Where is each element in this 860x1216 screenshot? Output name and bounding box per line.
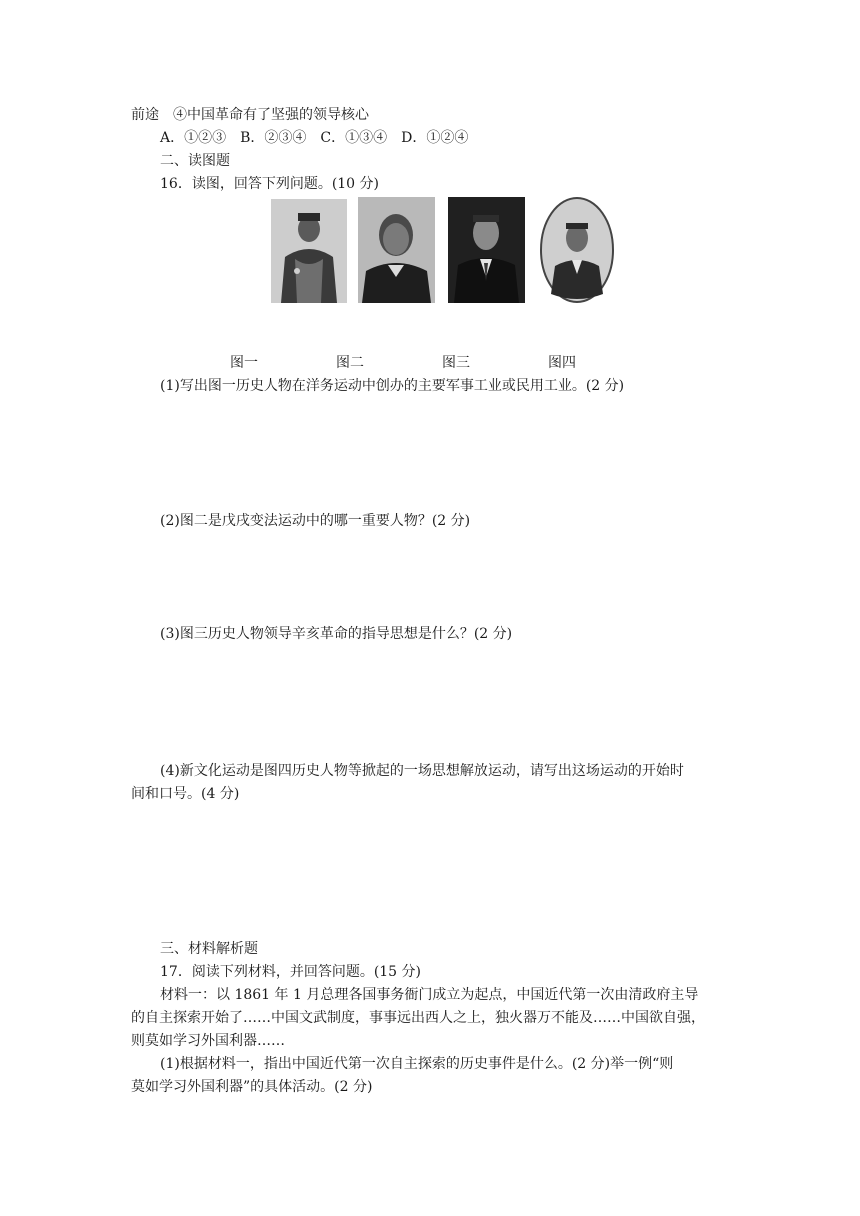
material-1-line-2: 的自主探索开始了……中国文武制度，事事远出西人之上，独火器万不能及……中国欲自强，	[131, 1010, 705, 1026]
material-1-line-3: 则莫如学习外国利器……	[131, 1033, 285, 1049]
question-16-1: (1)写出图一历史人物在洋务运动中创办的主要军事工业或民用工业。(2 分)	[160, 378, 625, 394]
question-16-2: (2)图二是戊戌变法运动中的哪一重要人物？(2 分)	[160, 513, 471, 529]
figure-caption-1: 图一	[230, 355, 258, 371]
question-16-3: (3)图三历史人物领导辛亥革命的指导思想是什么？(2 分)	[160, 626, 513, 642]
question-17-1-line-2: 莫如学习外国利器”的具体活动。(2 分)	[131, 1079, 373, 1095]
question-17-1-line-1: (1)根据材料一，指出中国近代第一次自主探索的历史事件是什么。(2 分)举一例“则	[160, 1056, 674, 1072]
figure-caption-2: 图二	[336, 355, 364, 371]
portrait-photo-2	[358, 197, 435, 303]
section-heading-3: 三、材料解析题	[160, 941, 258, 957]
portrait-photo-4	[539, 196, 615, 304]
portrait-photo-3	[448, 197, 525, 303]
figure-caption-4: 图四	[548, 355, 576, 371]
section-heading-2: 二、读图题	[160, 153, 230, 169]
question-17-title: 17．阅读下列材料，并回答问题。(15 分)	[160, 964, 422, 980]
material-1-line-1: 材料一：以 1861 年 1 月总理各国事务衙门成立为起点，中国近代第一次由清政府主导	[160, 987, 699, 1003]
question-16-4-line-2: 间和口号。(4 分)	[131, 786, 240, 802]
text-line-options-tail: 前途 ④中国革命有了坚强的领导核心	[131, 107, 369, 123]
portrait-photo-1	[271, 199, 347, 303]
question-16-4-line-1: (4)新文化运动是图四历史人物等掀起的一场思想解放运动，请写出这场运动的开始时	[160, 763, 684, 779]
figure-caption-3: 图三	[442, 355, 470, 371]
answer-options: A．①②③ B．②③④ C．①③④ D．①②④	[160, 130, 469, 146]
question-16-title: 16．读图，回答下列问题。(10 分)	[160, 176, 380, 192]
